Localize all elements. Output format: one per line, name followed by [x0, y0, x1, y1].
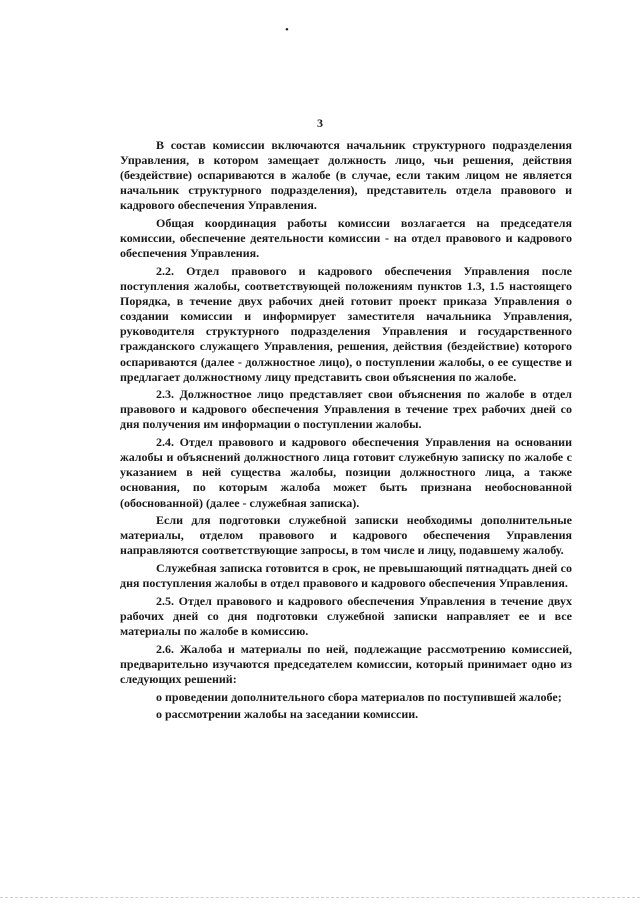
paragraph: В состав комиссии включаются начальник структурного подразделения Управления, в котором замещает должность лицо, чьи решения, действия (бездействие) оспариваются в жалобе (в случае, если таким лицом не является начальник структурного подразделения), представитель отдела правового и кадрового обеспечения Управления.	[120, 138, 572, 213]
document-body	[120, 138, 572, 724]
paragraph: Если для подготовки служебной записки необходимы дополнительные материалы, отделом правового и кадрового обеспечения Управления направляются соответствующие запросы, в том числе и лицу, подавшему жалобу.	[120, 513, 572, 558]
top-mark: •	[285, 24, 289, 36]
paragraph: Общая координация работы комиссии возлагается на председателя комиссии, обеспечение деятельности комиссии - на отдел правового и кадрового обеспечения Управления.	[120, 216, 572, 261]
list-item: о проведении дополнительного сбора материалов по поступившей жалобе;	[156, 689, 562, 704]
page-number: 3	[317, 116, 323, 130]
paragraph: 2.2. Отдел правового и кадрового обеспечения Управления после поступления жалобы, соответствующей положениям пунктов 1.3, 1.5 настоящего Порядка, в течение двух рабочих дней готовит проект приказа Управления о создании комиссии и информирует заместителя начальника Управления, руководителя структурного подразделения Управления и государственного гражданского служащего Управления, решения, действия (бездействие) которого оспариваются (далее - должностное лицо), о поступлении жалобы, о ее существе и предлагает должностному лицу представить свои объяснения по жалобе.	[120, 263, 572, 384]
paragraph: Служебная записка готовится в срок, не превышающий пятнадцать дней со дня поступления жалобы в отдел правового и кадрового обеспечения Управления.	[120, 561, 572, 591]
paragraph: 2.4. Отдел правового и кадрового обеспечения Управления на основании жалобы и объяснений должностного лица готовит служебную записку по жалобе с указанием в ней существа жалобы, позиции должностного лица, а также основания, по которым жалоба может быть признана необоснованной (обоснованной) (далее - служебная записка).	[120, 435, 572, 510]
list-item: о рассмотрении жалобы на заседании комиссии.	[156, 706, 419, 721]
paragraph: 2.6. Жалоба и материалы по ней, подлежащие рассмотрению комиссией, предварительно изучаются председателем комиссии, который принимает одно из следующих решений:	[120, 641, 572, 686]
paragraph: 2.5. Отдел правового и кадрового обеспечения Управления в течение двух рабочих дней со дня подготовки служебной записки направляет ее и все материалы по жалобе в комиссию.	[120, 593, 572, 639]
scan-edge-line	[0, 897, 640, 900]
paragraph: 2.3. Должностное лицо представляет свои объяснения по жалобе в отдел правового и кадрового обеспечения Управления в течение трех рабочих дней со дня получения им информации о поступлении жалобы.	[120, 387, 572, 432]
